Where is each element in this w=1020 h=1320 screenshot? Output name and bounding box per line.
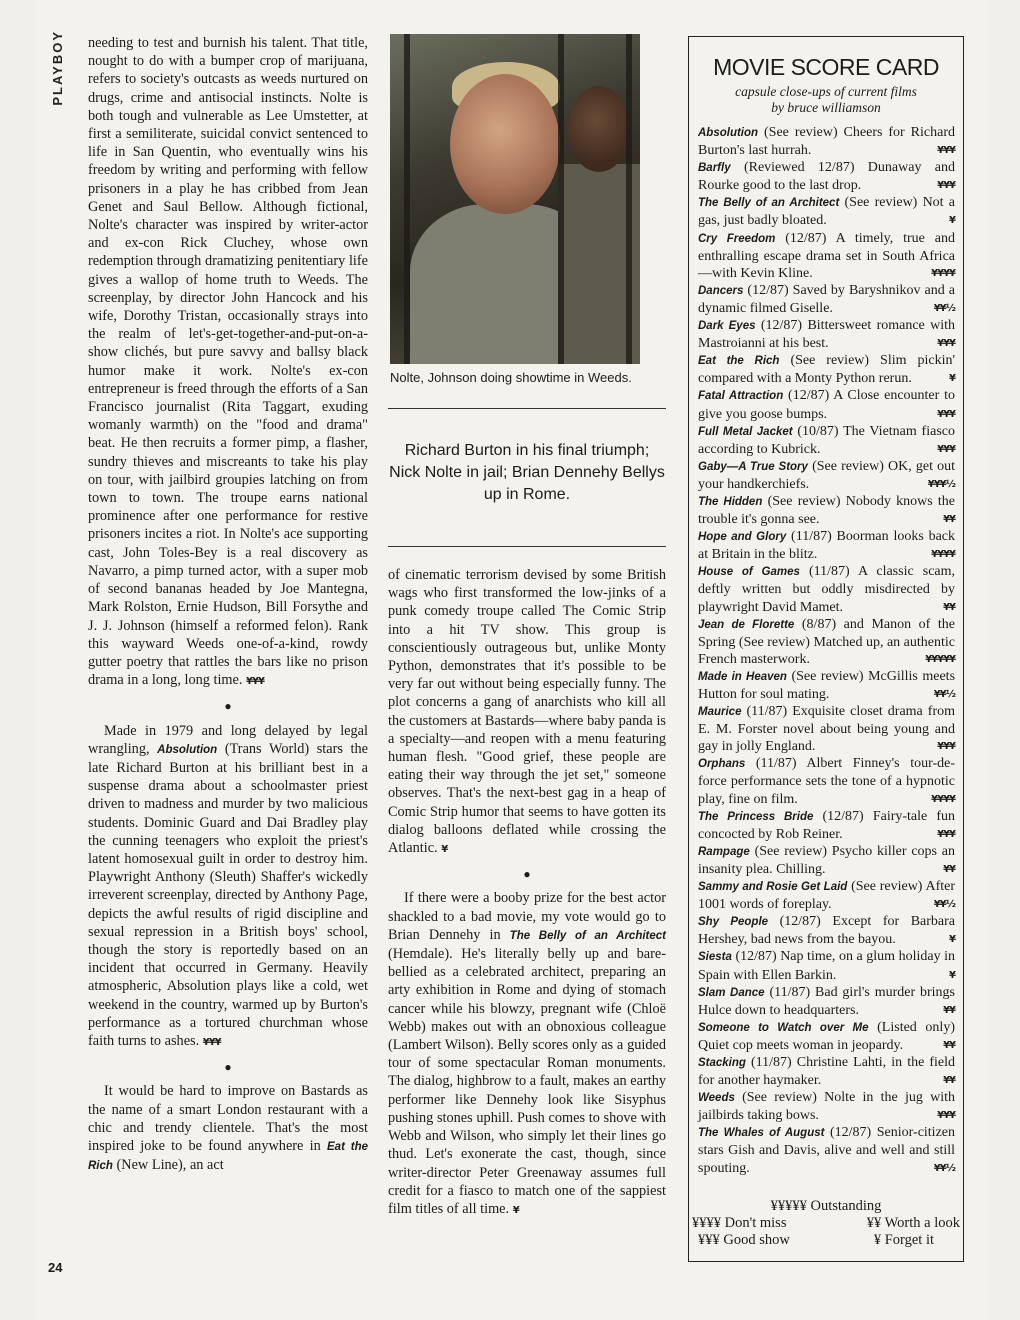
score-card-entry [698, 563, 955, 615]
absolution-review-text: (Trans World) stars the late Richard Burton at his brilliant best in a suspense drama about a schoolmaster priest driven to madness and murder by two malicious students. Dominic Guard and Dai Bradley play the cunning teenagers who exploit the priest's latent homosexual guilt in order to destroy him. Playwright Anthony (Sleuth) Shaffer's wickedly irreverent screenplay, directed by Anthony Page, depicts the awful results of rigid discipline and sexual repression in a British boys' school, though the story is reportedly based on an incident that occurred in Germany. Heavily atmospheric, Absolution plays like a cold, wet weekend in the country, warmed up by Burton's performance as a tortured churchman whose faith turns to ashes. [88, 740, 368, 1049]
score-card-description: (11/87) A classic scam, deftly written but oddly misdirected by playwright David Mamet. [698, 564, 956, 615]
score-card-film-title: Eat the Rich [698, 355, 780, 368]
score-card-film-title: Cry Freedom [698, 232, 776, 245]
score-card-rating: ¥¥¥ [937, 741, 955, 753]
score-card-description: (See review) OK, get out your handkerchiefs. [698, 458, 956, 492]
photo-figure [450, 74, 560, 214]
score-card-film-title: Rampage [698, 845, 750, 858]
score-card-film-title: Full Metal Jacket [698, 425, 793, 438]
score-card-entry [698, 843, 955, 878]
score-card-film-title: Made in Heaven [698, 670, 787, 683]
score-card-description: (See review) Slim pickin' compared with a Monty Python rerun. [698, 353, 955, 387]
photo-caption: Nolte, Johnson doing showtime in Weeds. [390, 370, 632, 385]
score-card-entry [698, 913, 955, 948]
score-card-rating: ¥¥¥¥ [931, 267, 955, 279]
score-card-rating: ¥¥¥ [937, 408, 955, 420]
score-card-description: (8/87) and Manon of the Spring (See review) Matched up, an authentic French masterwork. [698, 616, 955, 667]
score-card-rating: ¥¥¥¥¥ [925, 653, 955, 665]
score-card-description: (See review) Cheers for Richard Burton's last hurrah. [698, 125, 955, 159]
score-card-rating: ¥¥¥ [937, 828, 955, 840]
score-card-description: (12/87) A Close encounter to give you goose bumps. [698, 388, 955, 422]
score-card-rating: ¥¥½ [933, 689, 955, 700]
score-card-entry [698, 230, 955, 282]
eat-the-rich-review-text: of cinematic terrorism devised by some British wags who first transformed the low-jinks of a punk comedy troupe called The Comic Strip into a hit TV show. This group is conscientiously outrageous but, unlike Monty Python, demonstrates that it's possible to be very far out without being especially funny. The plot concerns a gang of anarchists who kill all the customers at Bastards—where baby panda is a specialty—and reopen with a menu featuring human flesh. "Good grief, these people are eating their way through the jet set," someone observes. That's the next-best gag in a heap of Comic Strip humor that seems to have gotten its dialog balloons deflated while crossing the Atlantic. [388, 567, 666, 857]
score-card-rating: ¥¥¥¥ [931, 549, 955, 561]
score-card-film-title: Fatal Attraction [698, 390, 784, 403]
score-card-description: (See review) After 1001 words of foreplay. [698, 879, 955, 913]
score-card-entry [698, 1054, 955, 1089]
score-card-description: (See review) Nolte in the jug with jailbirds taking bows. [698, 1090, 955, 1124]
page-number: 24 [48, 1260, 63, 1275]
score-card-description: (12/87) A timely, true and enthralling escape drama set in South Africa—with Kevin Kline. [698, 230, 955, 281]
legend-forget-it: ¥ Forget it [873, 1232, 934, 1248]
film-title: Eat the Rich [88, 1140, 369, 1173]
rating-stars: ¥¥¥ [202, 1036, 221, 1048]
score-card-film-title: Barfly [698, 162, 731, 175]
score-card-entry [698, 124, 955, 159]
score-card-rating: ¥¥¥ [937, 338, 955, 350]
score-card-entry [698, 1124, 955, 1176]
score-card-entry [698, 458, 955, 493]
divider [388, 408, 666, 409]
belly-review-text: (Hemdale). He's literally belly up and bare-bellied as a celebrated architect, preparing an arty exhibition in Rome and dying of stomach cancer while his blowzy, pregnant wife (Chloë Webb) makes out with an obnoxious colleague (Lambert Wilson). Belly scores only as a guided tour of some spectacular Roman monuments. The dialog, highbrow to a fault, makes an earthy performer like Dennehy look like Sisyphus pushing stones uphill. Push comes to shove with Webb and Wilson, who simply let their lines go thud. Let's exonerate the cast, though, since writer-director Peter Greenaway assumes full credit for a fiasco to match one of the sappiest film titles of all time. [388, 946, 666, 1217]
score-card-entry [698, 755, 955, 807]
score-card-subtitle [688, 84, 964, 116]
score-card-byline: by bruce williamson [771, 100, 881, 115]
score-card-rating: ¥¥ [943, 1004, 955, 1016]
score-card-film-title: Stacking [698, 1056, 746, 1069]
score-card-rating: ¥¥¥ [937, 180, 955, 192]
score-card-film-title: The Hidden [698, 495, 763, 508]
score-card-film-title: Siesta [698, 951, 732, 964]
score-card-rating: ¥¥ [943, 1075, 955, 1087]
absolution-review-intro: Made in 1979 and long delayed by legal wrangling, [88, 722, 368, 757]
rating-legend [692, 1198, 960, 1249]
score-card-film-title: Gaby—A True Story [698, 460, 808, 473]
score-card-rating: ¥ [949, 215, 955, 227]
score-card-film-title: Jean de Florette [698, 618, 795, 631]
score-card-list [698, 124, 955, 1177]
film-title: The Belly of an Architect [509, 929, 666, 942]
film-title: Absolution [157, 743, 218, 756]
score-card-description: (11/87) Albert Finney's tour-de-force performance sets the tone of a hypnotic play, fine on film. [698, 756, 956, 807]
score-card-film-title: Hope and Glory [698, 531, 787, 544]
score-card-rating: ¥¥ [943, 514, 955, 526]
score-card-rating: ¥¥ [943, 1039, 955, 1051]
score-card-description: (12/87) Senior-citizen stars Gish and Davis, alive and well and still spouting. [698, 1125, 955, 1176]
score-card-film-title: The Whales of August [698, 1127, 825, 1140]
score-card-entry [698, 984, 955, 1019]
score-card-film-title: Orphans [698, 758, 746, 771]
score-card-description: (11/87) Christine Lahti, in the field for another haymaker. [698, 1054, 956, 1089]
legend-outstanding: ¥¥¥¥¥ Outstanding [770, 1198, 882, 1214]
belly-review-intro: If there were a booby prize for the best actor shackled to a bad movie, my vote would go to Brian Dennehy in [388, 890, 666, 943]
section-bullet: ● [224, 699, 232, 714]
review-column-left [88, 34, 368, 1175]
score-card-description: (See review) Psycho killer cops an insanity plea. Chilling. [698, 843, 956, 877]
score-card-description: (12/87) Saved by Baryshnikov and a dynamic filmed Giselle. [698, 282, 955, 316]
score-card-film-title: The Belly of an Architect [698, 197, 840, 210]
score-card-entry [698, 616, 955, 668]
score-card-description: (See review) Not a gas, just badly bloated. [698, 195, 955, 229]
score-card-rating: ¥¥½ [933, 1162, 955, 1174]
score-card-title: MOVIE SCORE CARD [713, 54, 939, 80]
score-card-description: (11/87) Boorman looks back at Britain in the blitz. [698, 529, 956, 563]
score-card-entry [698, 948, 955, 983]
score-card-description: (Reviewed 12/87) Dunaway and Rourke good to the last drop. [698, 160, 956, 194]
score-card-entry [698, 317, 955, 352]
score-card-entry [698, 703, 955, 755]
score-card-entry [698, 1089, 955, 1124]
score-card-film-title: Dark Eyes [698, 320, 756, 333]
score-card-film-title: Absolution [698, 127, 759, 139]
rating-stars: ¥ [441, 844, 448, 856]
score-card-film-title: The Princess Bride [698, 810, 814, 823]
rating-stars: ¥¥¥ [246, 676, 264, 688]
weeds-still-photo [390, 34, 640, 364]
score-card-rating: ¥¥½ [933, 899, 955, 911]
legend-dont-miss: ¥¥¥¥ Don't miss [692, 1215, 787, 1231]
score-card-entry [698, 282, 955, 317]
score-card-entry [698, 352, 955, 387]
score-card-film-title: Shy People [698, 916, 769, 929]
score-card-entry [698, 1019, 955, 1054]
eat-the-rich-review-intro: It would be hard to improve on Bastards as the name of a smart London restaurant with a chic and trendy clientele. That's the most inspired joke to be found anywhere in [88, 1083, 368, 1154]
score-card-description: (12/87) Except for Barbara Hershey, bad news from the bayou. [698, 914, 956, 948]
score-card-entry [698, 493, 955, 528]
score-card-entry [698, 387, 955, 422]
divider [388, 546, 666, 547]
section-bullet: ● [523, 867, 531, 882]
score-card-rating: ¥¥¥¥ [931, 793, 955, 805]
score-card-rating: ¥¥¥½ [927, 478, 955, 490]
score-card-subtitle-line: capsule close-ups of current films [735, 84, 917, 99]
score-card-rating: ¥ [949, 934, 955, 946]
score-card-rating: ¥¥¥ [937, 1110, 955, 1122]
rating-stars: ¥ [512, 1204, 519, 1216]
score-card-rating: ¥¥¥ [937, 443, 955, 455]
score-card-description: (See review) McGillis meets Hutton for soul mating. [698, 668, 956, 702]
score-card-description: (10/87) The Vietnam fiasco according to Kubrick. [698, 423, 955, 457]
score-card-entry [698, 808, 955, 843]
score-card-description: (11/87) Bad girl's murder brings Hulce down to headquarters. [698, 984, 956, 1018]
score-card-film-title: Slam Dance [698, 986, 765, 999]
score-card-film-title: Sammy and Rosie Get Laid [698, 881, 848, 894]
score-card-film-title: Weeds [698, 1092, 735, 1105]
eat-the-rich-review-text: (New Line), an act [116, 1157, 224, 1174]
score-card-rating: ¥¥ [943, 863, 955, 875]
score-card-rating: ¥ [949, 969, 955, 981]
magazine-runner: PLAYBOY [50, 30, 65, 106]
review-column-middle [388, 566, 666, 1220]
score-card-rating: ¥¥ [943, 601, 955, 613]
section-bullet: ● [224, 1060, 232, 1075]
score-card-description: (See review) Nobody knows the trouble it's gonna see. [698, 493, 955, 528]
score-card-film-title: Dancers [698, 284, 744, 297]
score-card-film-title: Maurice [698, 706, 742, 719]
score-card-rating: ¥¥¥ [937, 145, 955, 157]
score-card-entry [698, 878, 955, 913]
score-card-description: (12/87) Nap time, on a glum holiday in Spain with Ellen Barkin. [698, 949, 956, 983]
score-card-entry [698, 194, 955, 229]
score-card-description: (Listed only) Quiet cop meets woman in jeopardy. [698, 1019, 955, 1053]
legend-worth-a-look: ¥¥ Worth a look [866, 1215, 960, 1231]
score-card-description: (12/87) Fairy-tale fun concocted by Rob Reiner. [698, 808, 956, 842]
score-card-description: (11/87) Exquisite closet drama from E. M. Forster novel about being young and gay in jolly England. [698, 704, 956, 755]
score-card-film-title: Someone to Watch over Me [698, 1021, 869, 1034]
score-card-rating: ¥¥½ [933, 302, 955, 314]
score-card-film-title: House of Games [698, 566, 800, 579]
legend-good-show: ¥¥¥ Good show [698, 1232, 790, 1248]
score-card-description: (12/87) Bittersweet romance with Mastroianni at his best. [698, 318, 956, 352]
score-card-entry [698, 159, 955, 194]
photo-figure [568, 86, 630, 172]
pull-quote: Richard Burton in his final triumph; Nick Nolte in jail; Brian Dennehy Bellys up in Rome. [389, 442, 665, 503]
weeds-review-text: needing to test and burnish his talent. That title, nought to do with a bumper crop of marijuana, refers to society's outcasts as weeds nurtured on drugs, crime and antisocial instincts. Nolte is both tough and vulnerable as Lee Umstetter, at first a semiliterate, suicidal convict sentenced to life in San Quentin, who eventually wins his freedom by writing and performing with fellow prisoners in a play he has cribbed from Jean Genet and Saul Bellow. Although fictional, Nolte's character was inspired by writer-actor and ex-con Rick Cluchey, whose own redemption through dramatizing penitentiary life gives a wallop of home truth to Weeds. The screenplay, by director John Hancock and his wife, Dorothy Tristan, occasionally strays into the realm of let's-get-together-and-put-on-a-show clichés, but pure savvy and ballsy black humor make it work. Nolte's ex-con entrepreneur is freed through the efforts of a San Francisco journalist (Rita Taggart, exuding womanly warmth) on the "food and drama" beat. He then recruits a former pimp, a flasher, sundry thieves and miscreants to take his play on tour, with jailbird groupies latching on from town to town. The troupe earns national prominence after one performance for restive prisoners incites a riot. In Nolte's ace supporting cast, John Toles-Bey is a real discovery as Navarro, a pimp turned actor, with a super mob of second bananas headed by Joe Mantegna, Mark Rolston, Ernie Hudson, Bill Forsythe and J. J. Johnson (himself a reformed felon). Rank this wayward Weeds one-of-a-kind, rowdy gutter poetry that rattles the bars like no prison drama in a long, long time. [88, 35, 368, 689]
score-card-entry [698, 423, 955, 458]
score-card-entry [698, 668, 955, 703]
score-card-entry [698, 528, 955, 563]
score-card-rating: ¥ [949, 373, 955, 385]
